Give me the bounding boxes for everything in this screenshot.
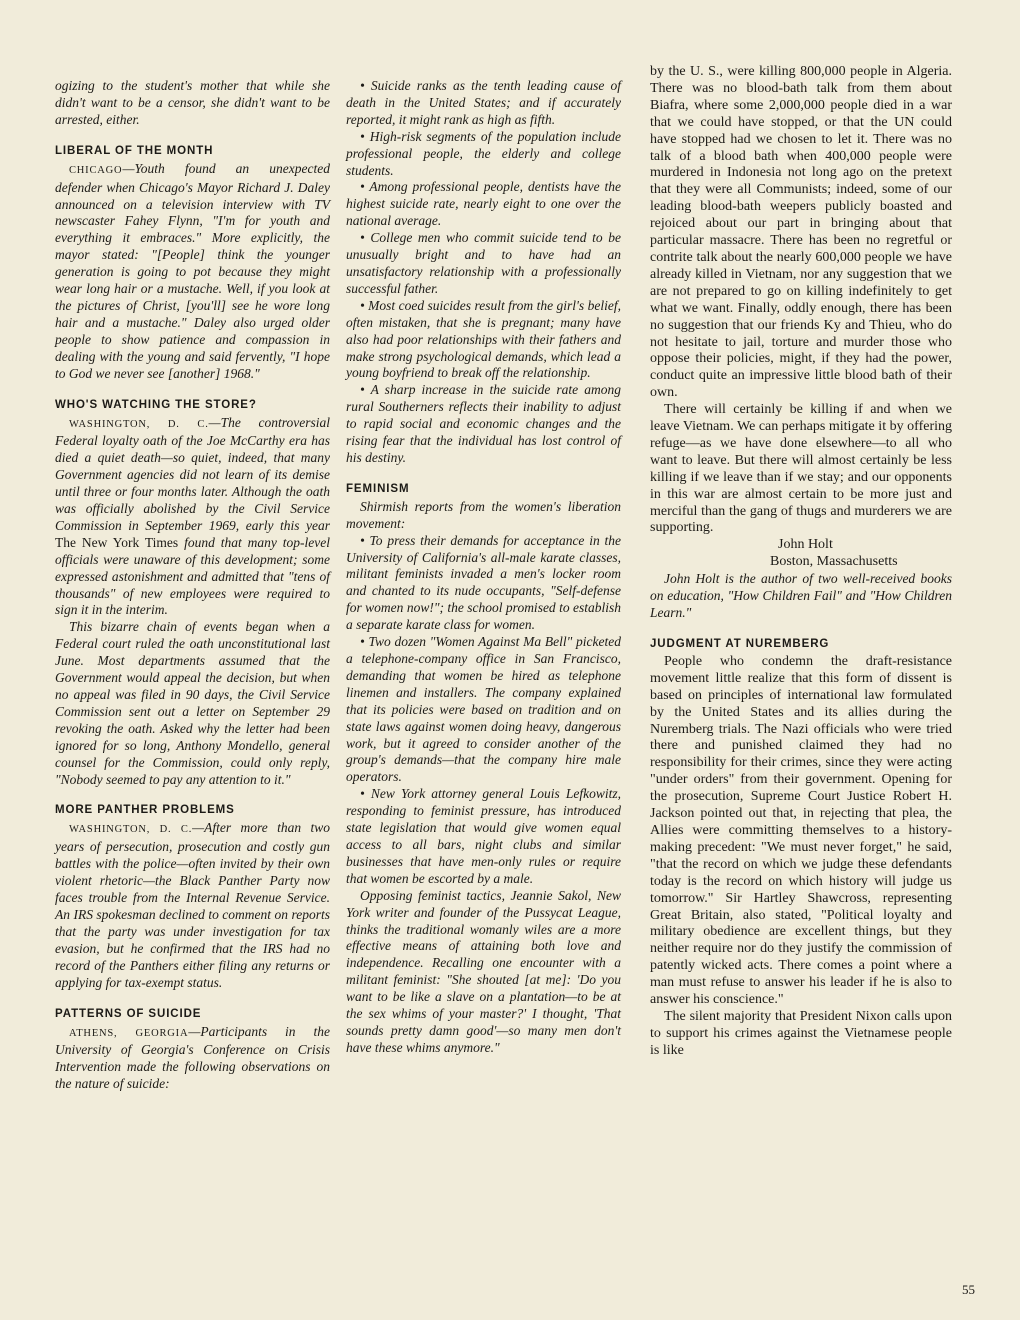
feminism-bullet: • Two dozen "Women Against Ma Bell" picketed a telephone-company office in San Francisco, demanding that women be hired as telephone linemen and installers. The company explained that its policies were based on tradition and on state laws against women doing heavy, dangerous work, but it agreed to consider another of the group's demands—that the company hire male operators. xyxy=(346,634,621,785)
article-whos-watching xyxy=(55,415,330,620)
feminism-bullet: • To press their demands for acceptance in the University of California's all-male karate classes, militant feminists invaded a men's locker room and chanted to its nude occupants, "Self-defense for women now!"; the school promised to establish a separate karate class for women. xyxy=(346,532,621,633)
heading-feminism: FEMINISM xyxy=(346,482,410,495)
suicide-bullet: • Among professional people, dentists have the highest suicide rate, nearly eight to one over the national average. xyxy=(346,179,621,229)
suicide-bullet: • High-risk segments of the population include professional people, the elderly and college students. xyxy=(346,128,621,178)
article-more-panther-problems xyxy=(55,820,330,991)
column-2 xyxy=(346,78,621,1057)
heading-judgment-at-nuremberg: JUDGMENT AT NUREMBERG xyxy=(650,637,830,650)
letter-paragraph: There will certainly be killing if and when we leave Vietnam. We can perhaps mitigate it by offering refuge—as we have done elsewhere—to all who want to leave. But there will almost certainly be less killing if we leave than if we stay; and our opponents in this war are almost certain to be more just and merciful than the gang of thugs and murderers we are supporting. xyxy=(650,402,952,536)
heading-whos-watching-the-store: WHO'S WATCHING THE STORE? xyxy=(55,398,257,411)
signature-place: Boston, Massachusetts xyxy=(770,554,898,570)
suicide-bullet: • Suicide ranks as the tenth leading cause of death in the United States; and if accurately reported, it might rank as high as fifth. xyxy=(346,78,621,127)
signature-name: John Holt xyxy=(778,537,833,553)
column-1 xyxy=(55,78,330,1093)
article-body: —After more than two years of persecution, prosecution and costly gun battles with the police—often invited by their own violent rhetoric—the Black Panther Party now faces trouble from the Internal Revenue Service. An IRS spokesman declined to comment on reports that the party was under investigation for tax evasion, but he confirmed that the IRS had no record of the Panthers either filing any returns or applying for tax-exempt status. xyxy=(55,820,330,990)
dateline: WASHINGTON, D. C. xyxy=(69,824,193,836)
article-body: found that many top-level officials were unaware of this development; some expressed astonishment and admitted that "tens of thousands" of new employees were required to sign it in the interim. xyxy=(55,534,331,618)
heading-more-panther-problems: MORE PANTHER PROBLEMS xyxy=(55,804,235,817)
heading-liberal-of-the-month: LIBERAL OF THE MONTH xyxy=(55,144,214,157)
article-body: —Participants in the University of Georgia's Conference on Crisis Intervention made the following observations on the nature of suicide: xyxy=(55,1023,331,1092)
suicide-bullet: • Most coed suicides result from the girl's belief, often mistaken, that she is pregnant; many have also had poor relationships with their fathers and make strong psychological demands, which lead a young boyfriend to break off the relationship. xyxy=(346,297,621,381)
column-3 xyxy=(650,64,952,1060)
author-bio: John Holt is the author of two well-received books on education, "How Children Fail" and "How Children Learn." xyxy=(650,571,952,620)
letter-paragraph: by the U. S., were killing 800,000 people in Algeria. There was no blood-bath talk from them about Biafra, where some 2,000,000 people died in a war that we could have stopped, or that the UN could have stopped had we chosen to let it. There was no talk of a blood bath when 400,000 people were murdered in Indonesia not long ago on the pretext that they were all Communists; indeed, some of our leading blood-bath weepers publicly boasted and rejoiced about our part in bringing about that particular massacre. There has been no regretful or contrite talk about the nearly 600,000 people we have already killed in Vietnam, nor any suggestion that we are not prepared to go on killing indefinitely to get what we want. Finally, oddly enough, there has been no suggestion that our friends Ky and Thieu, who do not hesitate to jail, torture and murder those who oppose their policies, might, if they had the power, conduct quite an impressive little blood bath of their own. xyxy=(650,64,952,401)
article-body: —Youth found an unexpected defender when Chicago's Mayor Richard J. Daley announced on a television interview with TV newscaster Fahey Flynn, "I'm for youth and everything it embraces." More explicitly, the mayor stated: "[People] think the younger generation is going to pot because they might wear long hair or a mustache. Well, if you look at the pictures of Christ, [you'll] see he wore long hair and a mustache." Daley also urged older people to show patience and compassion in dealing with the young and said fervently, "I hope to God we never see [another] 1968." xyxy=(55,160,330,381)
article-paragraph: This bizarre chain of events began when a Federal court ruled the oath unconstitutional last June. Most departments assumed that the Government would appeal the decision, but when no appeal was filed in 90 days, the Civil Service Commission sent out a letter on September 29 revoking the oath. Asked why the letter had been ignored for so long, Anthony Mondello, general counsel for the Commission, could only reply, "Nobody seemed to pay any attention to it." xyxy=(55,619,330,787)
letter-paragraph: The silent majority that President Nixon calls upon to support his crimes against the Vietnamese people is like xyxy=(650,1008,952,1058)
dateline: ATHENS, GEORGIA xyxy=(69,1027,189,1039)
article-patterns-of-suicide xyxy=(55,1024,330,1094)
feminism-bullet: • New York attorney general Louis Lefkowitz, responding to feminist pressure, has introduced state legislation that would give women equal access to all bars, night clubs and similar businesses that have men-only rules or require that women be escorted by a male. xyxy=(346,786,621,886)
article-liberal-of-the-month xyxy=(55,161,330,383)
heading-patterns-of-suicide: PATTERNS OF SUICIDE xyxy=(55,1007,202,1020)
continued-paragraph: ogizing to the student's mother that while she didn't want to be a censor, she didn't want to be arrested, either. xyxy=(55,78,330,127)
feminism-closing: Opposing feminist tactics, Jeannie Sakol, New York writer and founder of the Pussycat League, thinks the traditional womanly wiles are a more effective means of attaining both love and independence. Recalling one encounter with a militant feminist: "She shouted [at me]: 'Do you want to be like a slave on a plantation—to be at the sex whims of your master?' I thought, 'That sounds pretty damn good'—so many men don't have these whims anymore." xyxy=(346,887,621,1055)
suicide-bullet: • A sharp increase in the suicide rate among rural Southerners reflects their inability to adjust to rapid social and economic changes and the rising fear that the individual has lost control of his destiny. xyxy=(346,382,621,465)
letter-paragraph: People who condemn the draft-resistance movement little realize that this form of dissent is based on principles of international law formulated by the United States and its allies during the Nuremberg trials. The Nazi officials who were tried there and punished claimed they had no responsibility for their crimes, since they were acting "under orders" from their government. Opening for the prosecution, Supreme Court Justice Robert H. Jackson pointed out that, in rejecting that plea, the Allies were committing themselves to a history-making precedent: "We must never forget," he said, "that the record on which we judge these defendants today is the record on which history will judge us tomorrow." Sir Hartley Shawcross, representing Great Britain, also stated, "Political loyalty and military obedience are excellent things, but they neither require nor do they justify the commission of patently wicked acts. There comes a point where a man must refuse to answer his leader if he is also to answer his conscience." xyxy=(650,653,952,1008)
newspaper-title: The New York Times xyxy=(55,534,179,550)
page-number: 55 xyxy=(962,1282,975,1297)
article-body: —The controversial Federal loyalty oath of the Joe McCarthy era has died a quiet death—so quiet, indeed, that many Government agencies did not learn of its demise until three or four months later. Although the oath was officially abolished by the Civil Service Commission in September 1969, early this year xyxy=(55,414,330,533)
suicide-bullet: • College men who commit suicide tend to be unusually bright and to have had an unsatisfactory relationship with a professionally successful father. xyxy=(346,230,621,296)
feminism-intro: Shirmish reports from the women's liberation movement: xyxy=(346,498,621,531)
dateline: CHICAGO xyxy=(69,164,123,176)
dateline: WASHINGTON, D. C. xyxy=(69,418,209,430)
